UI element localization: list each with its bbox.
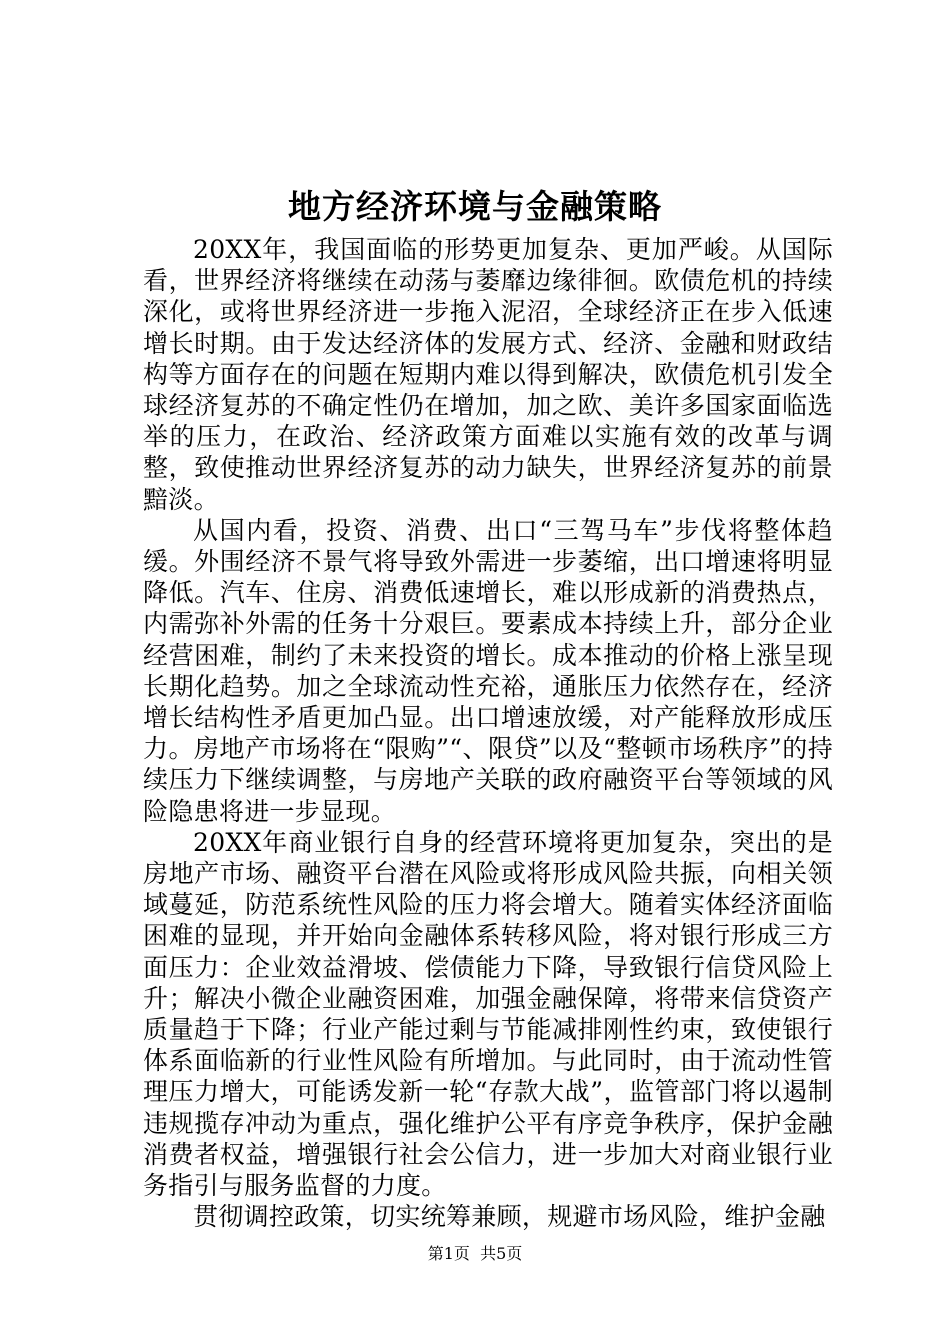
page-footer: 第1页 共5页	[427, 1244, 523, 1263]
document-body	[143, 234, 833, 1233]
paragraph-4: 贯彻调控政策，切实统筹兼顾，规避市场风险，维护金融	[193, 1202, 826, 1232]
paragraph-3: 20XX年商业银行自身的经营环境将更加复杂，突出的是房地产市场、融资平台潜在风险或将形成风险共振，向相关领域蔓延，防范系统性风险的压力将会增大。随着实体经济面临困难的显现，并开始向金融体系转移风险，将对银行形成三方面压力：企业效益滑坡、偿债能力下降，导致银行信贷风险上升；解决小微企业融资困难，加强金融保障，将带来信贷资产质量趋于下降；行业产能过剩与节能减排刚性约束，致使银行体系面临新的行业性风险有所增加。与此同时，由于流动性管理压力增大，可能诱发新一轮“存款大战”，监管部门将以遏制违规揽存冲动为重点，强化维护公平有序竞争秩序，保护金融消费者权益，增强银行社会公信力，进一步加大对商业银行业务指引与服务监督的力度。	[143, 827, 833, 1201]
paragraph-1: 20XX年，我国面临的形势更加复杂、更加严峻。从国际看，世界经济将继续在动荡与萎靡边缘徘徊。欧债危机的持续深化，或将世界经济进一步拖入泥沼，全球经济正在步入低速增长时期。由于发达经济体的发展方式、经济、金融和财政结构等方面存在的问题在短期内难以得到解决，欧债危机引发全球经济复苏的不确定性仍在增加，加之欧、美许多国家面临选举的压力，在政治、经济政策方面难以实施有效的改革与调整，致使推动世界经济复苏的动力缺失，世界经济复苏的前景黯淡。	[143, 235, 833, 514]
paragraph-2: 从国内看，投资、消费、出口“三驾马车”步伐将整体趋缓。外围经济不景气将导致外需进一步萎缩，出口增速将明显降低。汽车、住房、消费低速增长，难以形成新的消费热点，内需弥补外需的任务十分艰巨。要素成本持续上升，部分企业经营困难，制约了未来投资的增长。成本推动的价格上涨呈现长期化趋势。加之全球流动性充裕，通胀压力依然存在，经济增长结构性矛盾更加凸显。出口增速放缓，对产能释放形成压力。房地产市场将在“限购”“、限贷”以及“整顿市场秩序”的持续压力下继续调整，与房地产关联的政府融资平台等领域的风险隐患将进一步显现。	[143, 515, 833, 826]
document-title: 地方经济环境与金融策略	[288, 187, 662, 226]
